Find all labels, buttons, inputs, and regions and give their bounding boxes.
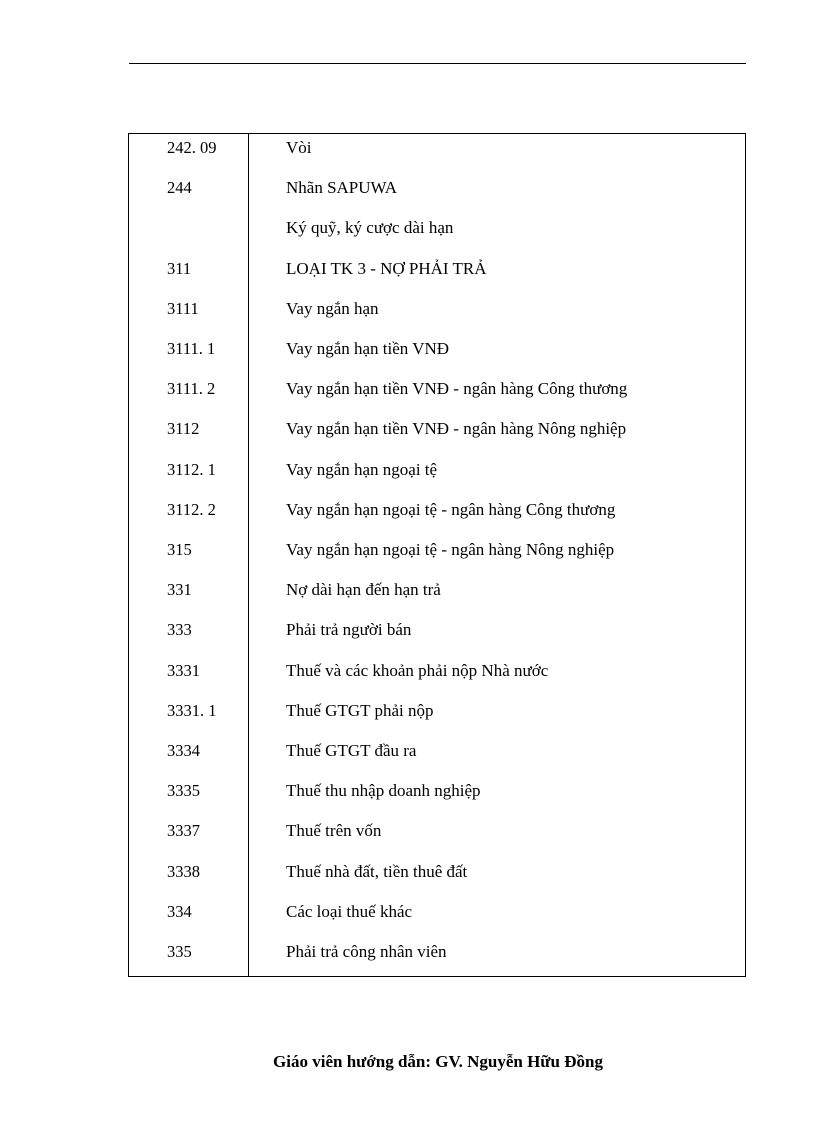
account-code: 3335: [167, 781, 200, 801]
account-name: Vay ngắn hạn ngoại tệ: [286, 459, 438, 479]
account-name: Thuế nhà đất, tiền thuê đất: [286, 861, 468, 881]
table-row: [129, 538, 745, 578]
table-row: [129, 900, 745, 940]
account-code: 3331. 1: [167, 700, 217, 720]
account-name: LOẠI TK 3 - NỢ PHẢI TRẢ: [286, 258, 487, 278]
table-row: [129, 699, 745, 739]
table-row: [129, 860, 745, 900]
account-name: Thuế GTGT đầu ra: [286, 741, 417, 760]
table-row: [129, 377, 745, 417]
account-code: 3338: [167, 861, 200, 881]
account-code: 3331: [167, 660, 200, 680]
table-row: [129, 940, 745, 980]
account-name: Nhãn SAPUWA: [286, 178, 397, 198]
table-row: [129, 498, 745, 538]
account-code: 242. 09: [167, 138, 217, 157]
account-name: Thuế thu nhập doanh nghiệp: [286, 781, 481, 801]
account-name: Vòi: [286, 138, 312, 157]
account-code: 333: [167, 620, 192, 640]
header-rule: [129, 63, 746, 64]
account-table: [128, 133, 746, 977]
table-row: [129, 779, 745, 819]
table-row: [129, 136, 745, 176]
table-row: [129, 257, 745, 297]
table-row: [129, 819, 745, 859]
account-name: Phải trả người bán: [286, 620, 412, 640]
account-code: 315: [167, 540, 192, 559]
account-code: 331: [167, 580, 192, 600]
table-row: [129, 216, 745, 256]
account-name: Phải trả công nhân viên: [286, 942, 447, 961]
account-name: Nợ dài hạn đến hạn trả: [286, 580, 441, 600]
account-code: 3334: [167, 741, 200, 760]
account-name: Vay ngắn hạn tiền VNĐ - ngân hàng Công thương: [286, 379, 628, 399]
table-row: [129, 659, 745, 699]
account-name: Thuế trên vốn: [286, 821, 382, 841]
account-code: 3111. 1: [167, 339, 216, 358]
table-row: [129, 297, 745, 337]
account-name: Các loại thuế khác: [286, 901, 413, 921]
account-code: 3111. 2: [167, 379, 216, 399]
account-code: 244: [167, 178, 192, 198]
table-row: [129, 176, 745, 216]
account-name: Vay ngắn hạn: [286, 298, 379, 318]
table-row: [129, 618, 745, 658]
account-name: Vay ngắn hạn tiền VNĐ: [286, 339, 450, 358]
account-name: Thuế GTGT phải nộp: [286, 700, 434, 720]
account-code: 3337: [167, 821, 200, 841]
table-row: [129, 458, 745, 498]
account-name: Thuế và các khoản phải nộp Nhà nước: [286, 660, 549, 680]
account-code: 3111: [167, 298, 199, 318]
account-name: Ký quỹ, ký cược dài hạn: [286, 218, 454, 238]
account-code: 334: [167, 901, 192, 921]
account-code: 3112: [167, 419, 200, 439]
account-code: 311: [167, 258, 192, 278]
account-name: Vay ngắn hạn ngoại tệ - ngân hàng Công thương: [286, 499, 616, 519]
table-row: [129, 578, 745, 618]
account-code: 3112. 1: [167, 459, 216, 479]
account-code: 3112. 2: [167, 499, 216, 519]
footer-supervisor: Giáo viên hướng dẫn: GV. Nguyễn Hữu Đồng: [273, 1052, 603, 1071]
table-row: [129, 739, 745, 779]
table-row: [129, 417, 745, 457]
table-row: [129, 337, 745, 377]
account-name: Vay ngắn hạn tiền VNĐ - ngân hàng Nông nghiệp: [286, 419, 627, 439]
account-code: 335: [167, 942, 192, 961]
account-name: Vay ngắn hạn ngoại tệ - ngân hàng Nông nghiệp: [286, 540, 615, 559]
